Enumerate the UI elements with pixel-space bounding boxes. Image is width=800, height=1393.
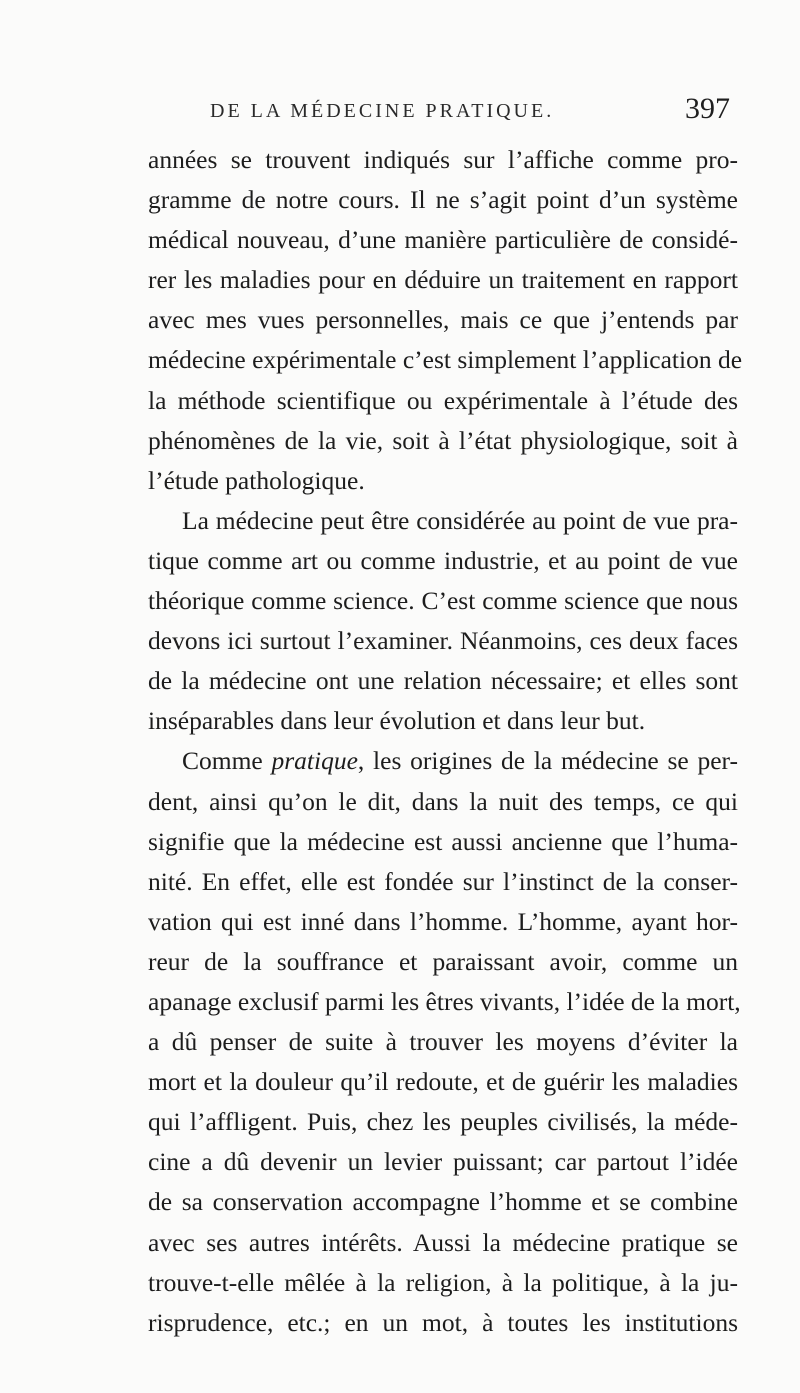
page-number: 397 bbox=[685, 92, 730, 125]
text-line: reur de la souffrance et paraissant avoir, comme un bbox=[148, 946, 738, 976]
text-line: rer les maladies pour en déduire un traitement en rapport bbox=[148, 265, 738, 295]
text-line: de la médecine ont une relation nécessaire; et elles sont bbox=[148, 666, 738, 696]
text-line: mort et la douleur qu’il redoute, et de guérir les maladies bbox=[148, 1067, 738, 1097]
text-line: de sa conservation accompagne l’homme et se combine bbox=[148, 1187, 738, 1217]
text-line: risprudence, etc.; en un mot, à toutes les institutions bbox=[148, 1307, 738, 1337]
text-line: cine a dû devenir un levier puissant; car partout l’idée bbox=[148, 1147, 738, 1177]
text-line: vation qui est inné dans l’homme. L’homme, ayant hor- bbox=[148, 906, 738, 936]
body-text bbox=[148, 140, 743, 1343]
text-line: signifie que la médecine est aussi ancienne que l’huma- bbox=[148, 826, 738, 856]
text-line: apanage exclusif parmi les êtres vivants, l’idée de la mort, bbox=[148, 986, 741, 1016]
italic-word: pratique bbox=[271, 746, 358, 776]
text-line: nité. En effet, elle est fondée sur l’instinct de la conser- bbox=[148, 866, 738, 896]
text-line: phénomènes de la vie, soit à l’état physiologique, soit à bbox=[148, 425, 738, 455]
text-line: théorique comme science. C’est comme science que nous bbox=[148, 586, 738, 616]
text-line: qui l’affligent. Puis, chez les peuples civilisés, la méde- bbox=[148, 1107, 738, 1137]
text-line: tique comme art ou comme industrie, et au point de vue bbox=[148, 545, 738, 575]
paragraph-start-line bbox=[148, 741, 738, 781]
text-line: avec ses autres intérêts. Aussi la médecine pratique se bbox=[148, 1227, 738, 1257]
text-line: années se trouvent indiqués sur l’affiche comme pro- bbox=[148, 145, 738, 174]
text-line: médical nouveau, d’une manière particulière de considé- bbox=[148, 225, 738, 255]
text-line: l’étude pathologique. bbox=[148, 465, 365, 495]
text-line: devons ici surtout l’examiner. Néanmoins, ces deux faces bbox=[148, 626, 738, 656]
text-line: médecine expérimentale c’est simplement l’application de bbox=[148, 345, 743, 375]
text-segment: , les origines de la médecine se per- bbox=[357, 746, 738, 776]
paragraph-start-line: La médecine peut être considérée au point de vue pra- bbox=[182, 505, 738, 535]
text-line: inséparables dans leur évolution et dans leur but. bbox=[148, 706, 646, 736]
text-line: dent, ainsi qu’on le dit, dans la nuit des temps, ce qui bbox=[148, 786, 738, 816]
running-head: DE LA MÉDECINE PRATIQUE. bbox=[210, 100, 555, 122]
text-line: avec mes vues personnelles, mais ce que j’entends par bbox=[148, 305, 738, 335]
text-line: a dû penser de suite à trouver les moyens d’éviter la bbox=[148, 1027, 738, 1057]
text-line: gramme de notre cours. Il ne s’agit point d’un système bbox=[148, 185, 738, 215]
text-line: la méthode scientifique ou expérimentale à l’étude des bbox=[148, 385, 738, 415]
text-line: trouve-t-elle mêlée à la religion, à la politique, à la ju- bbox=[148, 1267, 738, 1297]
page-header bbox=[150, 92, 730, 136]
text-segment: Comme bbox=[182, 746, 272, 776]
